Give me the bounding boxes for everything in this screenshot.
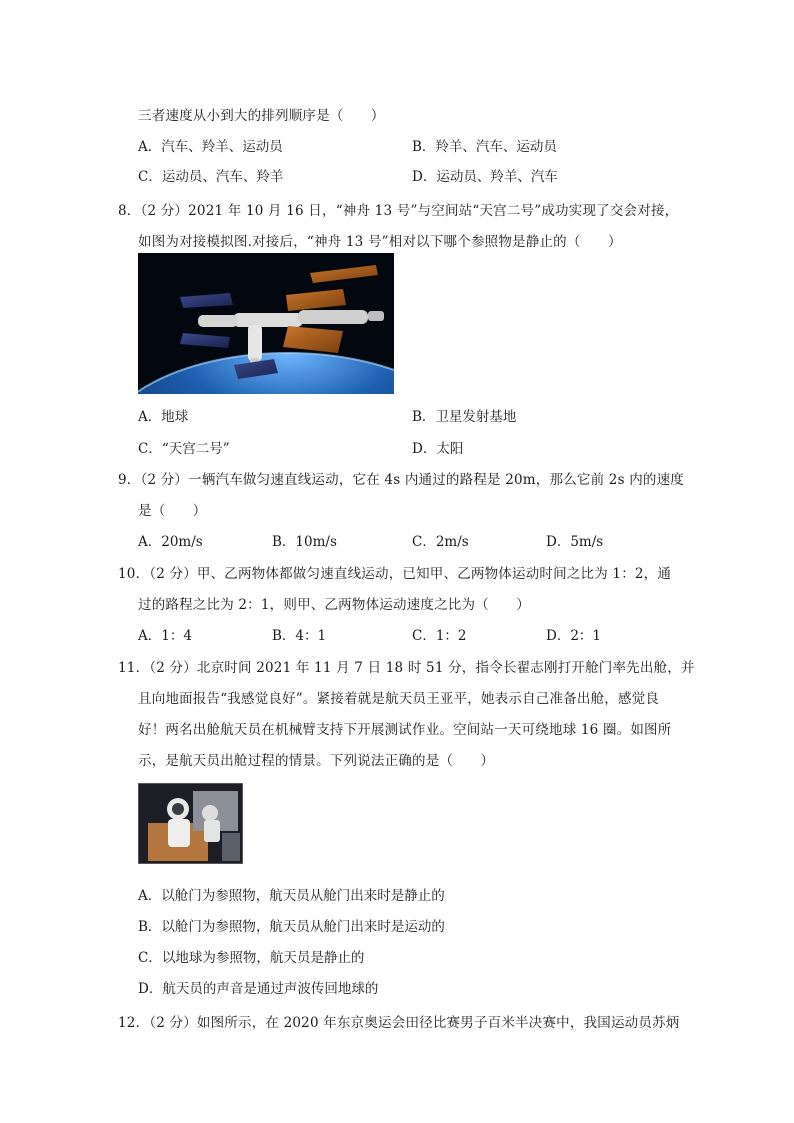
q11-stem-line3: 好！两名出舱航天员在机械臂支持下开展测试作业。空间站一天可绕地球 16 圈。如图所 <box>138 722 672 738</box>
q11-stem-line2: 且向地面报告“我感觉良好”。紧接着就是航天员王亚平，她表示自己准备出舱，感觉良 <box>138 691 660 707</box>
q9-option-a[interactable]: A．20m/s <box>138 534 203 550</box>
q10-stem-line1: 10．（2 分）甲、乙两物体都做匀速直线运动，已知甲、乙两物体运动时间之比为 1：2，通 <box>118 566 672 582</box>
q12-stem-line1: 12．（2 分）如图所示，在 2020 年东京奥运会田径比赛男子百米半决赛中，我国运动员苏炳 <box>118 1015 680 1031</box>
q10-option-d[interactable]: D．2：1 <box>546 628 602 644</box>
q8-option-a[interactable]: A．地球 <box>138 409 189 425</box>
q11-option-b[interactable]: B．以舱门为参照物，航天员从舱门出来时是运动的 <box>138 919 445 935</box>
q8-option-d[interactable]: D．太阳 <box>412 441 464 457</box>
q7-option-d[interactable]: D．运动员、羚羊、汽车 <box>412 169 558 185</box>
q8-stem-line1: 8．（2 分）2021 年 10 月 16 日，“神舟 13 号”与空间站“天宫二号”成功实现了交会对接， <box>118 203 679 219</box>
q9-option-d[interactable]: D．5m/s <box>546 534 604 550</box>
q11-option-a[interactable]: A．以舱门为参照物，航天员从舱门出来时是静止的 <box>138 888 445 904</box>
q9-stem-line2: 是（ ） <box>138 503 207 519</box>
q8-option-c[interactable]: C．“天宫二号” <box>138 441 230 457</box>
q7-stem-cont: 三者速度从小到大的排列顺序是（ ） <box>138 108 385 124</box>
q11-option-c[interactable]: C．以地球为参照物，航天员是静止的 <box>138 950 365 966</box>
q10-option-a[interactable]: A．1：4 <box>138 628 192 644</box>
q7-option-a[interactable]: A．汽车、羚羊、运动员 <box>138 139 283 155</box>
q9-stem-line1: 9．（2 分）一辆汽车做匀速直线运动，它在 4s 内通过的路程是 20m，那么它前 2s 内的速度 <box>118 472 684 488</box>
q11-stem-line1: 11．（2 分）北京时间 2021 年 11 月 7 日 18 时 51 分，指令长翟志刚打开舱门率先出舱，并 <box>118 660 695 676</box>
q7-option-b[interactable]: B．羚羊、汽车、运动员 <box>412 139 557 155</box>
q9-option-b[interactable]: B．10m/s <box>272 534 337 550</box>
q10-option-b[interactable]: B．4：1 <box>272 628 327 644</box>
q10-stem-line2: 过的路程之比为 2：1，则甲、乙两物体运动速度之比为（ ） <box>138 597 530 613</box>
space-station-docking-image <box>138 253 394 394</box>
q11-stem-line4: 示，是航天员出舱过程的情景。下列说法正确的是（ ） <box>138 753 495 769</box>
q10-option-c[interactable]: C．1：2 <box>412 628 467 644</box>
q8-stem-line2: 如图为对接模拟图.对接后，“神舟 13 号”相对以下哪个参照物是静止的（ ） <box>138 234 622 250</box>
q7-option-c[interactable]: C．运动员、汽车、羚羊 <box>138 169 284 185</box>
q8-option-b[interactable]: B．卫星发射基地 <box>412 409 517 425</box>
q9-option-c[interactable]: C．2m/s <box>412 534 469 550</box>
astronaut-spacewalk-image <box>138 783 243 864</box>
q11-option-d[interactable]: D．航天员的声音是通过声波传回地球的 <box>138 981 379 997</box>
